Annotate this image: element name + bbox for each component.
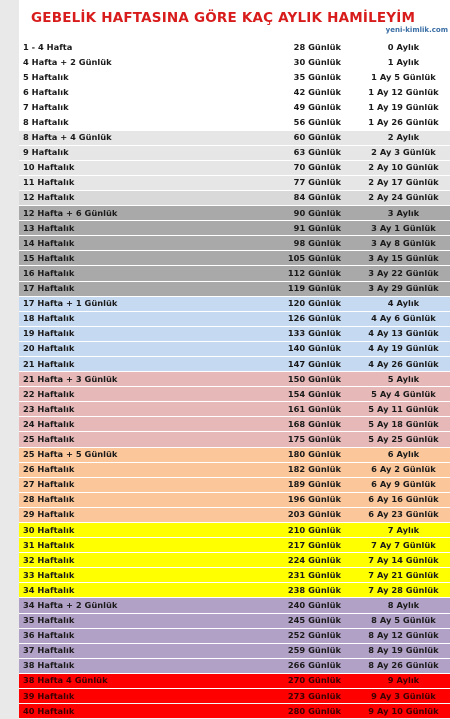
pregnancy-table-sheet [19,0,450,716]
months-cell: 1 Ay 5 Günlük [347,70,450,85]
week-cell: 1 - 4 Hafta [19,40,257,55]
months-cell: 9 Ay 3 Günlük [347,689,450,704]
table-row [19,296,450,311]
week-cell: 5 Haftalık [19,70,257,85]
table-row [19,145,450,160]
week-cell: 17 Haftalık [19,281,257,296]
days-cell: 182 Günlük [257,462,347,477]
days-cell: 30 Günlük [257,55,347,70]
week-cell: 28 Haftalık [19,492,257,507]
week-cell: 36 Haftalık [19,628,257,643]
months-cell: 8 Aylık [347,598,450,613]
table-header [19,0,450,40]
days-cell: 112 Günlük [257,266,347,281]
week-cell: 39 Haftalık [19,689,257,704]
days-cell: 91 Günlük [257,221,347,236]
months-cell: 6 Ay 9 Günlük [347,477,450,492]
table-row [19,477,450,492]
week-cell: 8 Haftalık [19,115,257,130]
days-cell: 238 Günlük [257,583,347,598]
table-row [19,523,450,538]
days-cell: 210 Günlük [257,523,347,538]
days-cell: 266 Günlük [257,658,347,673]
months-cell: 7 Ay 28 Günlük [347,583,450,598]
table-row [19,221,450,236]
week-cell: 40 Haftalık [19,704,257,719]
days-cell: 63 Günlük [257,145,347,160]
days-cell: 150 Günlük [257,372,347,387]
pregnancy-week-table [19,40,450,719]
week-cell: 11 Haftalık [19,175,257,190]
months-cell: 1 Ay 26 Günlük [347,115,450,130]
days-cell: 252 Günlük [257,628,347,643]
table-row [19,507,450,522]
table-row [19,492,450,507]
months-cell: 1 Aylık [347,55,450,70]
table-row [19,447,450,462]
week-cell: 18 Haftalık [19,311,257,326]
days-cell: 28 Günlük [257,40,347,55]
week-cell: 6 Haftalık [19,85,257,100]
week-cell: 7 Haftalık [19,100,257,115]
months-cell: 8 Ay 26 Günlük [347,658,450,673]
week-cell: 20 Haftalık [19,341,257,356]
months-cell: 4 Ay 6 Günlük [347,311,450,326]
table-row [19,175,450,190]
table-row [19,266,450,281]
days-cell: 42 Günlük [257,85,347,100]
months-cell: 4 Aylık [347,296,450,311]
days-cell: 189 Günlük [257,477,347,492]
months-cell: 5 Aylık [347,372,450,387]
days-cell: 273 Günlük [257,689,347,704]
page-title: GEBELİK HAFTASINA GÖRE KAÇ AYLIK HAMİLEYİM [31,10,416,26]
table-row [19,432,450,447]
days-cell: 203 Günlük [257,507,347,522]
week-cell: 34 Haftalık [19,583,257,598]
table-row [19,341,450,356]
months-cell: 9 Aylık [347,673,450,688]
months-cell: 1 Ay 19 Günlük [347,100,450,115]
table-row [19,206,450,221]
table-row [19,55,450,70]
table-row [19,387,450,402]
week-cell: 13 Haftalık [19,221,257,236]
table-row [19,689,450,704]
months-cell: 3 Ay 22 Günlük [347,266,450,281]
months-cell: 4 Ay 19 Günlük [347,341,450,356]
week-cell: 9 Haftalık [19,145,257,160]
table-row [19,326,450,341]
table-row [19,658,450,673]
months-cell: 4 Ay 13 Günlük [347,326,450,341]
week-cell: 24 Haftalık [19,417,257,432]
week-cell: 35 Haftalık [19,613,257,628]
months-cell: 8 Ay 19 Günlük [347,643,450,658]
months-cell: 6 Aylık [347,447,450,462]
days-cell: 35 Günlük [257,70,347,85]
days-cell: 154 Günlük [257,387,347,402]
months-cell: 6 Ay 16 Günlük [347,492,450,507]
days-cell: 231 Günlük [257,568,347,583]
months-cell: 7 Ay 14 Günlük [347,553,450,568]
days-cell: 90 Günlük [257,206,347,221]
days-cell: 245 Günlük [257,613,347,628]
months-cell: 2 Ay 17 Günlük [347,175,450,190]
week-cell: 16 Haftalık [19,266,257,281]
months-cell: 7 Aylık [347,523,450,538]
week-cell: 25 Hafta + 5 Günlük [19,447,257,462]
week-cell: 15 Haftalık [19,251,257,266]
table-row [19,100,450,115]
table-row [19,673,450,688]
months-cell: 3 Ay 15 Günlük [347,251,450,266]
months-cell: 8 Ay 12 Günlük [347,628,450,643]
table-row [19,598,450,613]
days-cell: 77 Günlük [257,175,347,190]
days-cell: 175 Günlük [257,432,347,447]
days-cell: 84 Günlük [257,190,347,205]
months-cell: 2 Ay 10 Günlük [347,160,450,175]
months-cell: 5 Ay 4 Günlük [347,387,450,402]
table-row [19,281,450,296]
days-cell: 161 Günlük [257,402,347,417]
table-row [19,251,450,266]
months-cell: 4 Ay 26 Günlük [347,356,450,371]
table-row [19,417,450,432]
week-cell: 32 Haftalık [19,553,257,568]
months-cell: 3 Aylık [347,206,450,221]
months-cell: 3 Ay 8 Günlük [347,236,450,251]
table-row [19,70,450,85]
months-cell: 8 Ay 5 Günlük [347,613,450,628]
days-cell: 105 Günlük [257,251,347,266]
table-row [19,583,450,598]
table-row [19,613,450,628]
week-cell: 21 Haftalık [19,356,257,371]
table-row [19,40,450,55]
week-cell: 38 Hafta 4 Günlük [19,673,257,688]
days-cell: 140 Günlük [257,341,347,356]
days-cell: 270 Günlük [257,673,347,688]
week-cell: 27 Haftalık [19,477,257,492]
months-cell: 9 Ay 10 Günlük [347,704,450,719]
days-cell: 60 Günlük [257,130,347,145]
week-cell: 38 Haftalık [19,658,257,673]
week-cell: 33 Haftalık [19,568,257,583]
months-cell: 2 Aylık [347,130,450,145]
week-cell: 26 Haftalık [19,462,257,477]
days-cell: 119 Günlük [257,281,347,296]
table-row [19,538,450,553]
months-cell: 0 Aylık [347,40,450,55]
table-row [19,190,450,205]
table-row [19,311,450,326]
week-cell: 19 Haftalık [19,326,257,341]
week-cell: 30 Haftalık [19,523,257,538]
days-cell: 240 Günlük [257,598,347,613]
week-cell: 8 Hafta + 4 Günlük [19,130,257,145]
days-cell: 56 Günlük [257,115,347,130]
days-cell: 98 Günlük [257,236,347,251]
days-cell: 49 Günlük [257,100,347,115]
days-cell: 180 Günlük [257,447,347,462]
months-cell: 1 Ay 12 Günlük [347,85,450,100]
table-row [19,704,450,719]
site-watermark: yeni-kimlik.com [385,26,448,34]
months-cell: 3 Ay 1 Günlük [347,221,450,236]
days-cell: 259 Günlük [257,643,347,658]
months-cell: 2 Ay 24 Günlük [347,190,450,205]
week-cell: 21 Hafta + 3 Günlük [19,372,257,387]
months-cell: 2 Ay 3 Günlük [347,145,450,160]
days-cell: 168 Günlük [257,417,347,432]
months-cell: 5 Ay 18 Günlük [347,417,450,432]
table-row [19,628,450,643]
table-row [19,402,450,417]
table-row [19,643,450,658]
months-cell: 3 Ay 29 Günlük [347,281,450,296]
week-cell: 37 Haftalık [19,643,257,658]
week-cell: 29 Haftalık [19,507,257,522]
days-cell: 147 Günlük [257,356,347,371]
week-cell: 22 Haftalık [19,387,257,402]
days-cell: 70 Günlük [257,160,347,175]
days-cell: 217 Günlük [257,538,347,553]
days-cell: 126 Günlük [257,311,347,326]
table-row [19,85,450,100]
table-row [19,356,450,371]
table-row [19,462,450,477]
months-cell: 7 Ay 7 Günlük [347,538,450,553]
week-cell: 17 Hafta + 1 Günlük [19,296,257,311]
table-row [19,236,450,251]
table-row [19,553,450,568]
week-cell: 12 Haftalık [19,190,257,205]
week-cell: 31 Haftalık [19,538,257,553]
week-cell: 4 Hafta + 2 Günlük [19,55,257,70]
months-cell: 6 Ay 23 Günlük [347,507,450,522]
days-cell: 280 Günlük [257,704,347,719]
table-row [19,115,450,130]
months-cell: 5 Ay 11 Günlük [347,402,450,417]
table-row [19,568,450,583]
week-cell: 14 Haftalık [19,236,257,251]
week-cell: 12 Hafta + 6 Günlük [19,206,257,221]
days-cell: 120 Günlük [257,296,347,311]
week-cell: 34 Hafta + 2 Günlük [19,598,257,613]
months-cell: 6 Ay 2 Günlük [347,462,450,477]
days-cell: 133 Günlük [257,326,347,341]
table-row [19,160,450,175]
days-cell: 224 Günlük [257,553,347,568]
months-cell: 5 Ay 25 Günlük [347,432,450,447]
table-row [19,372,450,387]
days-cell: 196 Günlük [257,492,347,507]
table-row [19,130,450,145]
week-cell: 23 Haftalık [19,402,257,417]
week-cell: 25 Haftalık [19,432,257,447]
week-cell: 10 Haftalık [19,160,257,175]
months-cell: 7 Ay 21 Günlük [347,568,450,583]
